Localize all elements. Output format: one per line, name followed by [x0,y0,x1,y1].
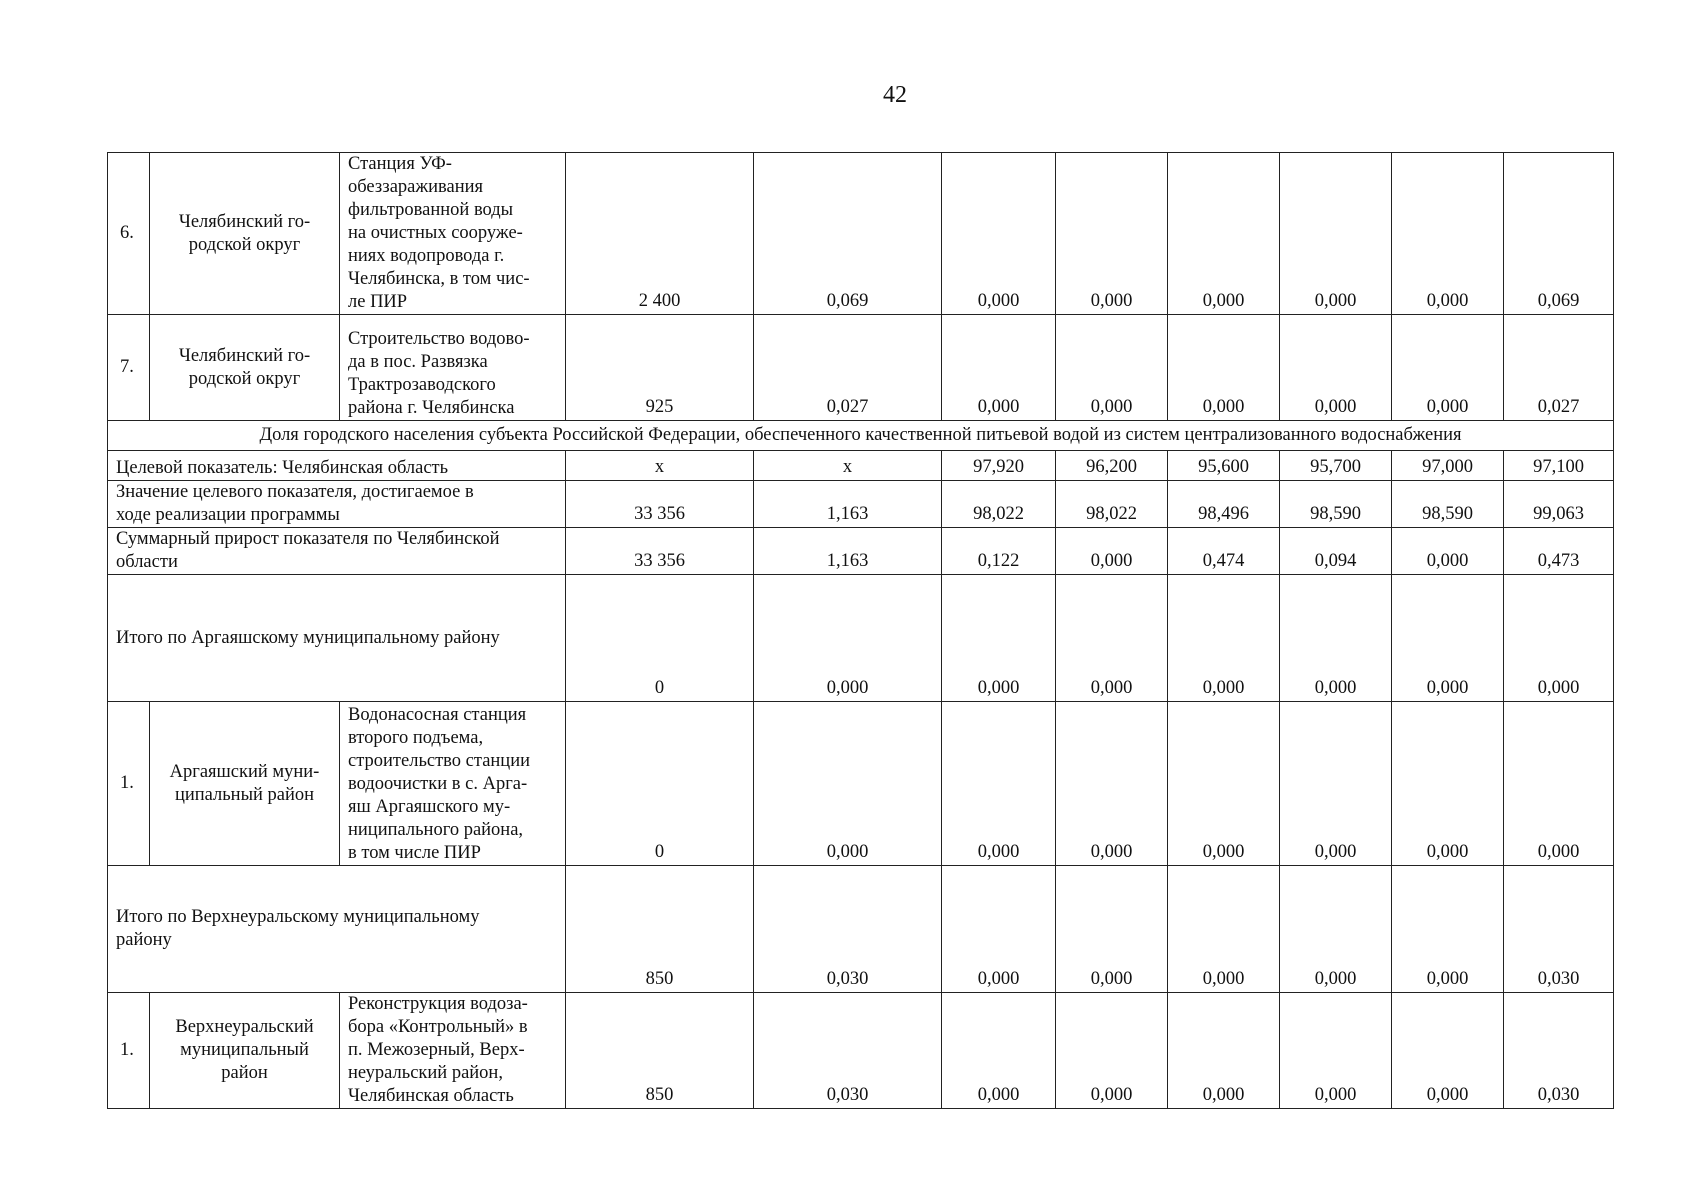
value-cell: 98,022 [1056,481,1168,528]
value-cell: 0,000 [1056,866,1168,993]
achieved-value-row [108,481,1614,528]
financing-table [107,152,1614,1109]
value-cell: 0,000 [942,993,1056,1109]
value-cell: 0,094 [1280,528,1392,575]
object-cell: Водонасосная станция второго подъема, строительство станции водоочистки в с. Арга- яш Аргаяшского му- ниципального района, в том числе ПИР [340,702,566,866]
value-cell: 0,000 [1168,153,1280,315]
value-cell: 0,000 [1504,575,1614,702]
value-cell: 0,000 [942,575,1056,702]
value-cell: 850 [566,993,754,1109]
value-cell: 0,474 [1168,528,1280,575]
table-row-argayash-1 [108,702,1614,866]
value-cell: х [566,451,754,481]
row-label: Итого по Аргаяшскому муниципальному району [108,575,566,702]
value-cell: 0,000 [1280,702,1392,866]
total-increase-row [108,528,1614,575]
value-cell: 97,920 [942,451,1056,481]
value-cell: 0,000 [1168,315,1280,421]
value-cell: 0 [566,702,754,866]
value-cell: 33 356 [566,528,754,575]
value-cell: 97,100 [1504,451,1614,481]
value-cell: 0,000 [1280,866,1392,993]
value-cell: 96,200 [1056,451,1168,481]
municipality-cell: Аргаяшский муни- ципальный район [150,702,340,866]
value-cell: 0,000 [754,575,942,702]
value-cell: 0,030 [754,993,942,1109]
table-row-project-7 [108,315,1614,421]
value-cell: 0,000 [1392,528,1504,575]
value-cell: 0,000 [1056,315,1168,421]
value-cell: 1,163 [754,528,942,575]
value-cell: 925 [566,315,754,421]
value-cell: 0,000 [1280,153,1392,315]
object-cell: Станция УФ- обеззараживания фильтрованной воды на очистных сооруже- ниях водопровода г. Челябинска, в том чис- ле ПИР [340,153,566,315]
value-cell: 0,000 [942,315,1056,421]
value-cell: 0,000 [1392,315,1504,421]
value-cell: 2 400 [566,153,754,315]
value-cell: 0,030 [1504,866,1614,993]
municipality-cell: Челябинский го- родской округ [150,315,340,421]
value-cell: 0,000 [942,702,1056,866]
value-cell: 95,600 [1168,451,1280,481]
value-cell: 0,000 [1168,993,1280,1109]
row-index: 1. [108,702,150,866]
value-cell: 1,163 [754,481,942,528]
value-cell: 0,000 [1392,153,1504,315]
object-cell: Реконструкция водоза- бора «Контрольный» в п. Межозерный, Верх- неуральский район, Челябинская область [340,993,566,1109]
page-number: 42 [883,82,907,108]
value-cell: 98,496 [1168,481,1280,528]
municipality-cell: Челябинский го- родской округ [150,153,340,315]
value-cell: 99,063 [1504,481,1614,528]
total-argayash-row [108,575,1614,702]
value-cell: 98,590 [1392,481,1504,528]
section-header: Доля городского населения субъекта Российской Федерации, обеспеченного качественной питьевой водой из систем централизованного водоснабжения [108,421,1614,451]
value-cell: 98,022 [942,481,1056,528]
value-cell: 850 [566,866,754,993]
value-cell: 0,069 [1504,153,1614,315]
value-cell: 0,000 [1056,575,1168,702]
value-cell: 0,000 [1056,153,1168,315]
value-cell: 0 [566,575,754,702]
row-label: Целевой показатель: Челябинская область [108,451,566,481]
row-index: 7. [108,315,150,421]
object-cell: Строительство водово- да в пос. Развязка Трактрозаводского района г. Челябинска [340,315,566,421]
table-row-verkhneuralsk-1 [108,993,1614,1109]
row-label: Суммарный прирост показателя по Челябинской области [108,528,566,575]
value-cell: 97,000 [1392,451,1504,481]
value-cell: 0,000 [1392,575,1504,702]
value-cell: 0,000 [1280,993,1392,1109]
value-cell: х [754,451,942,481]
value-cell: 98,590 [1280,481,1392,528]
value-cell: 0,000 [1056,528,1168,575]
value-cell: 0,000 [1280,315,1392,421]
value-cell: 95,700 [1280,451,1392,481]
value-cell: 0,027 [754,315,942,421]
row-index: 1. [108,993,150,1109]
value-cell: 0,000 [942,153,1056,315]
value-cell: 0,027 [1504,315,1614,421]
value-cell: 0,000 [942,866,1056,993]
total-verkhneuralsk-row [108,866,1614,993]
value-cell: 0,000 [1168,866,1280,993]
value-cell: 0,000 [1392,866,1504,993]
table-row-project-6 [108,153,1614,315]
value-cell: 0,000 [1280,575,1392,702]
value-cell: 0,030 [1504,993,1614,1109]
value-cell: 0,000 [1056,993,1168,1109]
row-label: Итого по Верхнеуральскому муниципальному району [108,866,566,993]
row-label: Значение целевого показателя, достигаемое в ходе реализации программы [108,481,566,528]
value-cell: 0,000 [1168,702,1280,866]
target-indicator-row [108,451,1614,481]
value-cell: 33 356 [566,481,754,528]
municipality-cell: Верхнеуральский муниципальный район [150,993,340,1109]
value-cell: 0,473 [1504,528,1614,575]
value-cell: 0,000 [1168,575,1280,702]
value-cell: 0,000 [1056,702,1168,866]
value-cell: 0,000 [1392,702,1504,866]
value-cell: 0,000 [1504,702,1614,866]
section-header-row [108,421,1614,451]
value-cell: 0,069 [754,153,942,315]
value-cell: 0,122 [942,528,1056,575]
row-index: 6. [108,153,150,315]
value-cell: 0,030 [754,866,942,993]
value-cell: 0,000 [754,702,942,866]
value-cell: 0,000 [1392,993,1504,1109]
